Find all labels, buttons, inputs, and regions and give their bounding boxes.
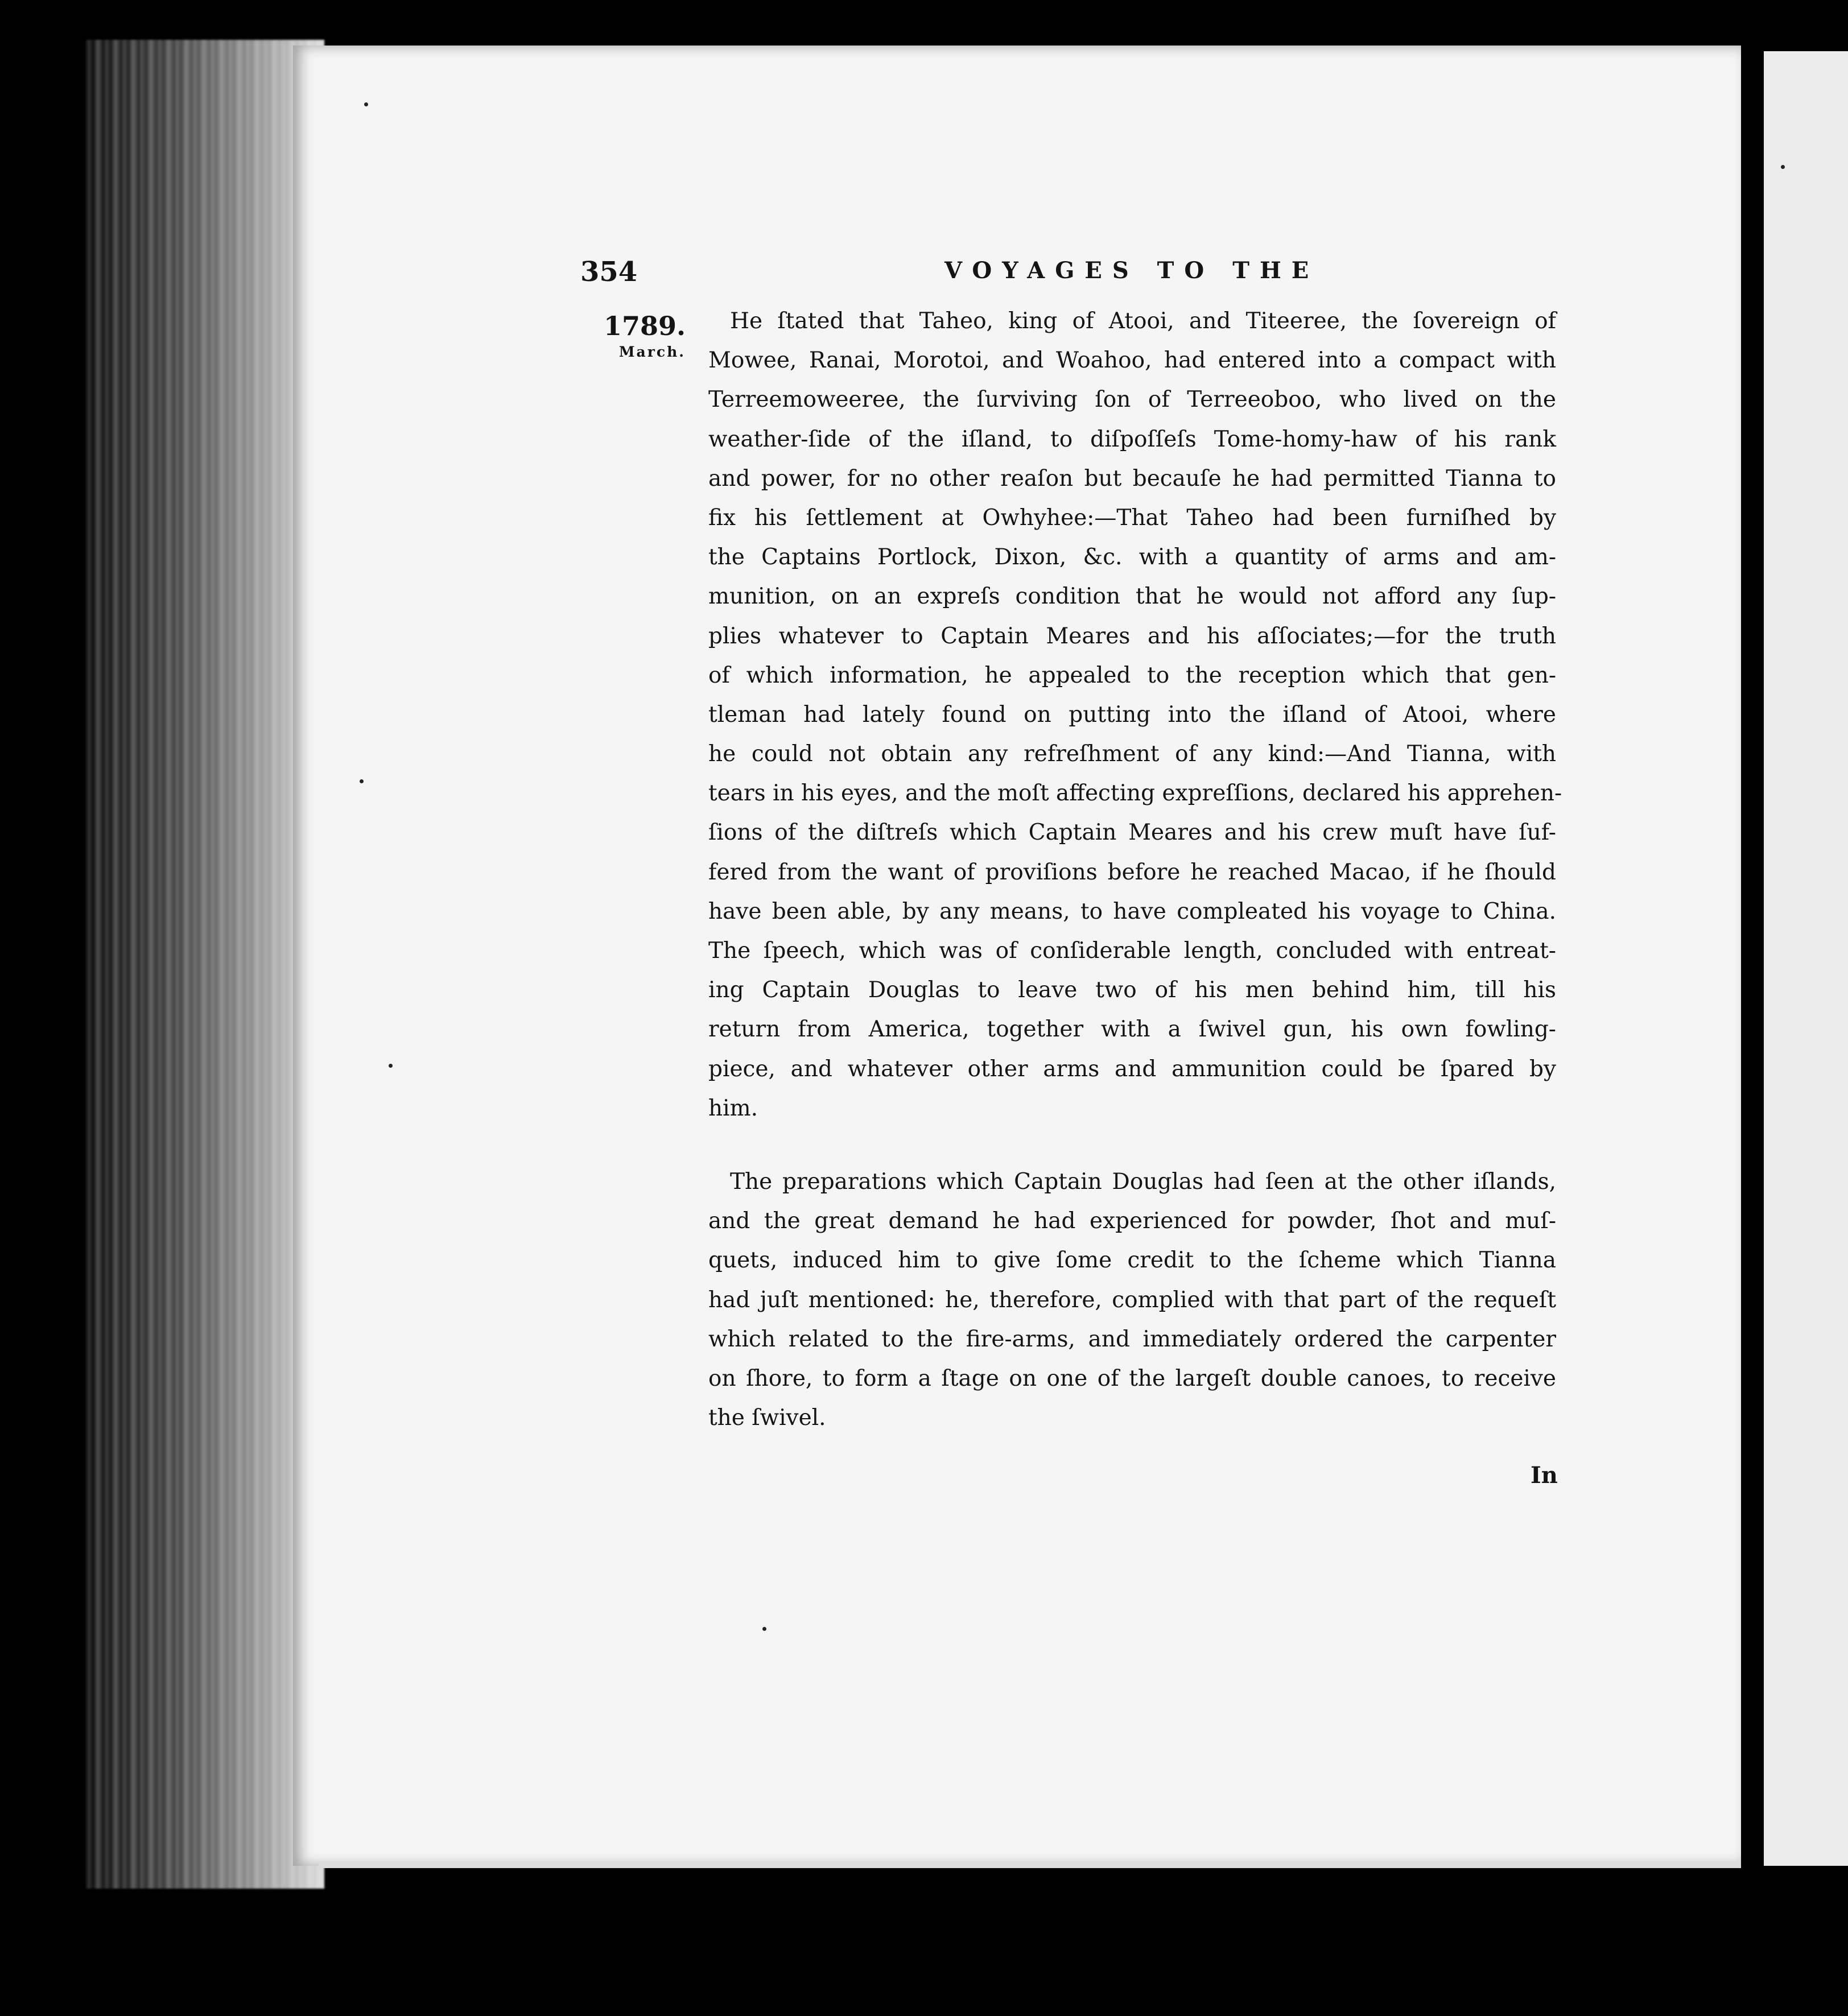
margin-date-note (572, 310, 686, 362)
text-line: and the great demand he had experienced for powder, ſhot and muſ- (708, 1208, 1556, 1234)
paragraph-gap (708, 1128, 1556, 1162)
running-head (580, 256, 1576, 290)
text-line: ſions of the diſtreſs which Captain Meares and his crew muſt have ſuf- (708, 820, 1556, 846)
text-line: which related to the fire-arms, and immediately ordered the carpenter (708, 1326, 1556, 1352)
paragraph (708, 1162, 1556, 1437)
text-line: and power, for no other reaſon but becauſe he had permitted Tianna to (708, 465, 1556, 491)
text-line: quets, induced him to give ſome credit to the ſcheme which Tianna (708, 1247, 1556, 1274)
text-line: him. (708, 1095, 758, 1121)
text-line: The preparations which Captain Douglas had ſeen at the other iſlands, (730, 1168, 1556, 1195)
text-line: the Captains Portlock, Dixon, &c. with a quantity of arms and am- (708, 544, 1556, 571)
text-line: tears in his eyes, and the moſt affecting expreſſions, declared his apprehen- (708, 780, 1562, 807)
facing-page-edge (1764, 51, 1848, 1866)
page-gutter (1741, 34, 1764, 1877)
text-line: of which information, he appealed to the reception which that gen- (708, 662, 1556, 688)
text-line: plies whatever to Captain Meares and his aſſociates;—for the truth (708, 623, 1556, 649)
text-line: have been able, by any means, to have compleated his voyage to China. (708, 898, 1556, 924)
paper-speck (389, 1064, 393, 1068)
text-line: fered from the want of proviſions before he reached Macao, if he ſhould (708, 859, 1556, 885)
text-line: he could not obtain any refreſhment of any kind:—And Tianna, with (708, 741, 1556, 767)
paper-speck (762, 1627, 766, 1631)
margin-year: 1789. (603, 311, 686, 341)
text-line: on ſhore, to form a ſtage on one of the largeſt double canoes, to receive (708, 1365, 1556, 1391)
text-line: Terreemoweeree, the ſurviving ſon of Terreeoboo, who lived on the (708, 387, 1556, 413)
text-line: return from America, together with a ſwivel gun, his own fowling- (708, 1017, 1556, 1043)
text-line: the ſwivel. (708, 1405, 826, 1431)
text-line: Mowee, Ranai, Morotoi, and Woahoo, had entered into a compact with (708, 348, 1556, 374)
catchword: In (1531, 1462, 1558, 1489)
text-line: had juſt mentioned: he, therefore, complied with that part of the requeſt (708, 1287, 1556, 1313)
body-text (708, 301, 1562, 1437)
page-number: 354 (580, 256, 638, 288)
paragraph (708, 301, 1562, 1128)
text-line: weather-ſide of the iſland, to diſpoſſeſs Tome-homy-haw of his rank (708, 426, 1556, 452)
paper-speck (360, 779, 364, 783)
running-head-title: VOYAGES TO THE (944, 257, 1319, 284)
text-line: fix his ſettlement at Owhyhee:—That Taheo had been furniſhed by (708, 505, 1556, 531)
page-bottom-edge (319, 1861, 1741, 1868)
text-line: The ſpeech, which was of conſiderable length, concluded with entreat- (708, 938, 1556, 964)
text-line: He ſtated that Taheo, king of Atooi, and Titeeree, the ſovereign of (730, 308, 1556, 334)
margin-month: March. (618, 344, 686, 360)
paper-speck (364, 102, 368, 106)
text-line: tleman had lately found on putting into the iſland of Atooi, where (708, 701, 1556, 728)
book-fore-edge (85, 40, 324, 1889)
text-line: ing Captain Douglas to leave two of his men behind him, till his (708, 977, 1556, 1003)
text-line: piece, and whatever other arms and ammunition could be ſpared by (708, 1056, 1556, 1082)
paper-speck (1781, 165, 1785, 169)
text-line: munition, on an expreſs condition that he would not afford any ſup- (708, 584, 1556, 610)
